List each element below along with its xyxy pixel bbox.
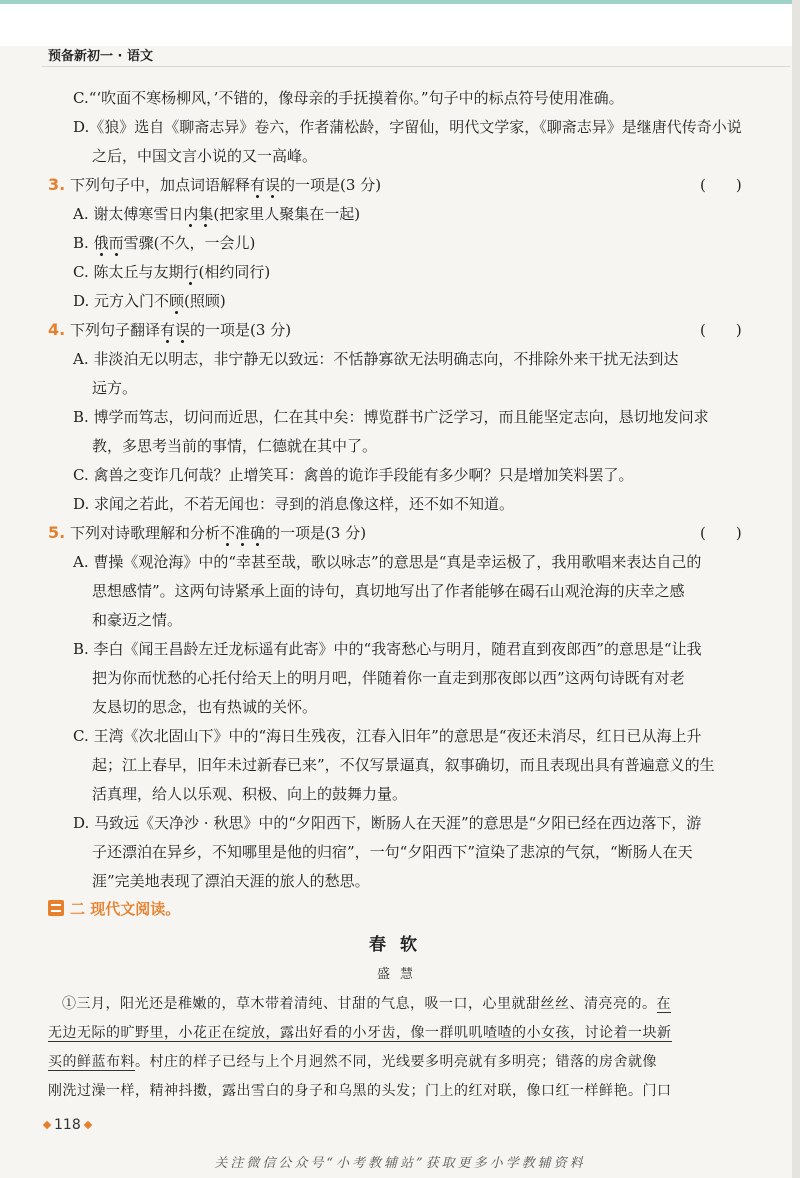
top-accent-strip [0, 0, 800, 4]
header-divider [42, 66, 790, 67]
emphasis-dot-char: 而 [108, 234, 124, 252]
page-edge [792, 0, 800, 1178]
q5-option-a-line3: 和豪迈之情。 [92, 611, 183, 629]
emphasis-dot-char: 有 [250, 176, 266, 194]
q5-option-c-line1: C. 王湾《次北固山下》中的“海日生残夜，江春入旧年”的意思是“夜还未消尽，红日已从海上升 [73, 727, 702, 745]
emphasis-dot-char: 不 [220, 524, 236, 542]
emphasis-dot-char: 顾 [169, 292, 185, 310]
article-line-4: 刚洗过澡一样，精神抖擞，露出雪白的身子和乌黑的头发；门上的红对联，像口红一样鲜艳。门口 [48, 1083, 672, 1099]
q5-option-a-line2: 思想感情”。这两句诗紧承上面的诗句，真切地写出了作者能够在碣石山观沧海的庆幸之感 [92, 582, 685, 600]
underlined-text: 无边无际的旷野里，小花正在绽放，露出好看的小牙齿，像一群叽叽喳喳的小女孩，讨论着一块新 [48, 1025, 672, 1041]
q3-option-a: A. 谢太傅寒雪日内集(把家里人聚集在一起) [73, 205, 361, 223]
q3-stem-text-b: 的一项是(3 分) [280, 176, 382, 194]
underlined-text: 买的鲜蓝布料 [48, 1054, 135, 1070]
q5-option-d-line1: D. 马致远《天净沙 · 秋思》中的“夕阳西下，断肠人在天涯”的意思是“夕阳已经在西边落下，游 [73, 814, 702, 832]
emphasis-dot-char: 有 [160, 321, 176, 339]
q3-answer-blank[interactable]: ( ) [700, 176, 742, 194]
section-heading [48, 897, 180, 919]
q5-option-a-line1: A. 曹操《观沧海》中的“幸甚至哉，歌以咏志”的意思是“真是幸运极了，我用歌唱来表达自己的 [73, 553, 702, 571]
q3-number: 3. [48, 175, 66, 194]
article-line-3: 买的鲜蓝布料。村庄的样子已经与上个月迥然不同，光线要多明亮就有多明亮；错落的房舍就像 [48, 1054, 657, 1070]
q4-option-b-line1: B. 博学而笃志，切问而近思，仁在其中矣：博览群书广泛学习，而且能坚定志向，恳切地发问求 [73, 408, 709, 426]
diamond-icon [43, 1121, 51, 1129]
q5-option-c-line2: 起；江上春早，旧年未过新春已来”，不仅写景逼真，叙事确切，而且表现出具有普遍意义的生 [92, 756, 715, 774]
q4-option-a-line2: 远方。 [92, 379, 138, 397]
q5-option-c-line3: 活真理，给人以乐观、积极、向上的鼓舞力量。 [92, 785, 408, 803]
section-number-icon [48, 900, 64, 916]
q4-answer-blank[interactable]: ( ) [700, 321, 742, 339]
diamond-icon [83, 1121, 91, 1129]
q5-option-b-line3: 友恳切的思念，也有热诚的关怀。 [92, 698, 318, 716]
footer-watermark-note: 关注微信公众号“小考教辅站”获取更多小学教辅资料 [214, 1156, 586, 1171]
underlined-text: 在 [656, 996, 671, 1012]
top-bar [0, 0, 800, 46]
q2-option-d-line2: 之后，中国文言小说的又一高峰。 [92, 147, 318, 165]
q5-option-b-line2: 把为你而忧愁的心托付给天上的明月吧，伴随着你一直走到那夜郎以西”这两句诗既有对老 [92, 669, 685, 687]
emphasis-dot-char: 内 [183, 205, 199, 223]
q5-option-b-line1: B. 李白《闻王昌龄左迁龙标遥有此寄》中的“我寄愁心与明月，随君直到夜郎西”的意思是“让我 [73, 640, 702, 658]
q4-stem: 4. 下列句子翻译有误的一项是(3 分) [48, 320, 292, 339]
emphasis-dot-char: 确 [250, 524, 266, 542]
q4-option-a-line1: A. 非淡泊无以明志，非宁静无以致远：不恬静寡欲无法明确志向，不排除外来干扰无法到达 [73, 350, 679, 368]
header-title: 预备新初一 · 语文 [48, 49, 153, 64]
q5-answer-blank[interactable]: ( ) [700, 524, 742, 542]
emphasis-dot-char: 行 [183, 263, 199, 281]
q5-option-d-line3: 涯”完美地表现了漂泊天涯的旅人的愁思。 [92, 872, 370, 890]
q3-option-b: B. 俄而雪骤(不久，一会儿) [73, 234, 256, 252]
q2-option-d-line1: D.《狼》选自《聊斋志异》卷六，作者蒲松龄，字留仙，明代文学家，《聊斋志异》是继唐代传奇小说 [73, 118, 742, 136]
q5-option-d-line2: 子还漂泊在异乡，不知哪里是他的归宿”，一句“夕阳西下”渲染了悲凉的气氛，“断肠人在天 [92, 843, 693, 861]
q5-number: 5. [48, 523, 66, 542]
article-line-1: ①三月，阳光还是稚嫩的，草木带着清纯、甘甜的气息，吸一口，心里就甜丝丝、清亮亮的。在 [62, 996, 671, 1012]
section-label: 二 现代文阅读。 [70, 899, 181, 918]
q2-option-c: C.“‘吹面不寒杨柳风，’不错的，像母亲的手抚摸着你。”句子中的标点符号使用准确。 [73, 89, 624, 107]
q3-stem-text-a: 下列句子中，加点词语解释 [70, 176, 251, 194]
q3-option-c: C. 陈太丘与友期行(相约同行) [73, 263, 271, 281]
article-title: 春软 [369, 935, 431, 955]
q4-option-d: D. 求闻之若此，不若无闻也：寻到的消息像这样，还不如不知道。 [73, 495, 515, 513]
emphasis-dot-char: 误 [175, 321, 191, 339]
q4-number: 4. [48, 320, 66, 339]
q4-option-b-line2: 教，多思考当前的事情，仁德就在其中了。 [92, 437, 378, 455]
article-author: 盛慧 [376, 967, 423, 982]
article-line-2 [48, 1023, 672, 1043]
page-number-text: 118 [54, 1117, 81, 1133]
q3-option-d: D. 元方入门不顾(照顾) [73, 292, 226, 310]
page-number [44, 1117, 91, 1133]
q5-stem: 5. 下列对诗歌理解和分析不准确的一项是(3 分) [48, 523, 367, 542]
emphasis-dot-char: 误 [265, 176, 281, 194]
q3-stem [48, 175, 381, 195]
emphasis-dot-char: 集 [198, 205, 214, 223]
q4-option-c: C. 禽兽之变诈几何哉？止增笑耳：禽兽的诡诈手段能有多少啊？只是增加笑料罢了。 [73, 466, 634, 484]
emphasis-dot-char: 俄 [93, 234, 109, 252]
emphasis-dot-char: 准 [235, 524, 251, 542]
